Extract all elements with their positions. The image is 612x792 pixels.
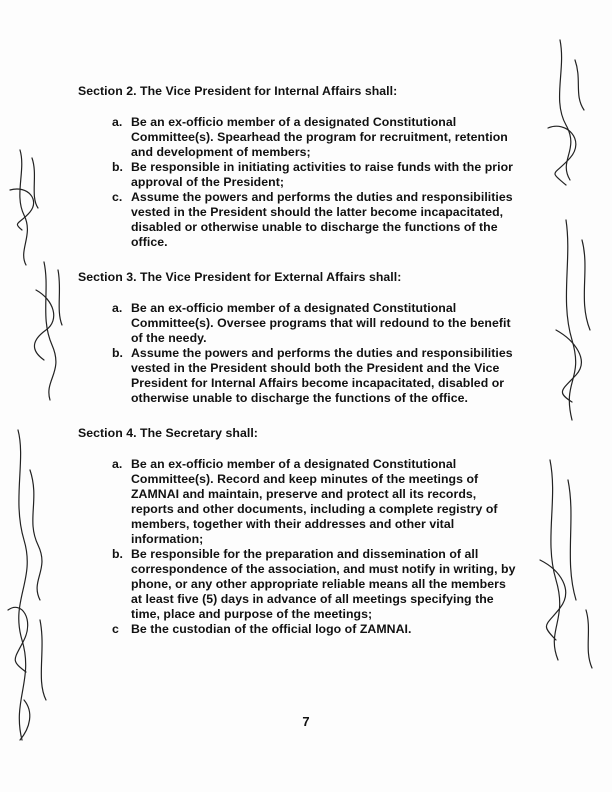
list-item-text: Be the custodian of the official logo of ZAMNAI.	[131, 622, 412, 636]
left-signature-long	[8, 430, 46, 740]
list-item	[78, 115, 518, 160]
list-item-text: Be an ex-officio member of a designated Constitutional Committee(s). Record and keep minutes of the meetings of ZAMNAI and maintain, preserve and protect all its records, reports and other documents, including a complete registry of members, together with their addresses and other vital information;	[131, 457, 498, 546]
list-marker: b.	[112, 346, 124, 360]
right-signature-bottom	[540, 460, 592, 668]
list-item-text: Be responsible in initiating activities to raise funds with the prior approval of the President;	[131, 160, 513, 189]
list-item-text: Be responsible for the preparation and dissemination of all correspondence of the association, and must notify in writing, by phone, or any other appropriate reliable means all the members at least five (5) days in advance of all meetings specifying the time, place and purpose of the meetings;	[131, 547, 516, 621]
list-marker: b.	[112, 547, 124, 561]
page-number: 7	[302, 714, 310, 729]
list-marker: b.	[112, 160, 124, 174]
list-marker: a.	[112, 457, 123, 471]
section-items	[78, 301, 518, 406]
list-item-text: Assume the powers and performs the duties and responsibilities vested in the President should both the President and the Vice President for Internal Affairs become incapacitated, disabled or otherwise unable to discharge the functions of the office.	[131, 346, 513, 405]
list-item-text: Be an ex-officio member of a designated Constitutional Committee(s). Spearhead the program for recruitment, retention and development of members;	[131, 115, 508, 159]
right-signature-middle	[556, 220, 590, 420]
section-items	[78, 457, 518, 637]
list-marker: a.	[112, 115, 123, 129]
list-item	[78, 547, 518, 622]
section-heading: Section 2. The Vice President for Internal Affairs shall:	[78, 84, 398, 98]
document-body	[78, 84, 518, 657]
list-marker: c.	[112, 190, 123, 204]
list-item	[78, 301, 518, 346]
list-item-text: Assume the powers and performs the duties and responsibilities vested in the President should the latter become incapacitated, disabled or otherwise unable to discharge the functions of the office.	[131, 190, 513, 249]
list-item	[78, 190, 518, 250]
list-marker: c	[112, 622, 119, 636]
left-signature-top	[10, 150, 38, 265]
left-signature-middle	[34, 262, 62, 400]
section-4	[78, 426, 518, 637]
list-item	[78, 160, 518, 190]
section-heading: Section 3. The Vice President for External Affairs shall:	[78, 270, 402, 284]
section-heading: Section 4. The Secretary shall:	[78, 426, 258, 440]
right-signature-top	[548, 40, 584, 185]
section-3	[78, 270, 518, 406]
list-item	[78, 457, 518, 547]
list-item	[78, 346, 518, 406]
list-marker: a.	[112, 301, 123, 315]
list-item-text: Be an ex-officio member of a designated Constitutional Committee(s). Oversee programs that will redound to the benefit of the needy.	[131, 301, 511, 345]
section-items	[78, 115, 518, 250]
list-item	[78, 622, 518, 637]
section-2	[78, 84, 518, 250]
